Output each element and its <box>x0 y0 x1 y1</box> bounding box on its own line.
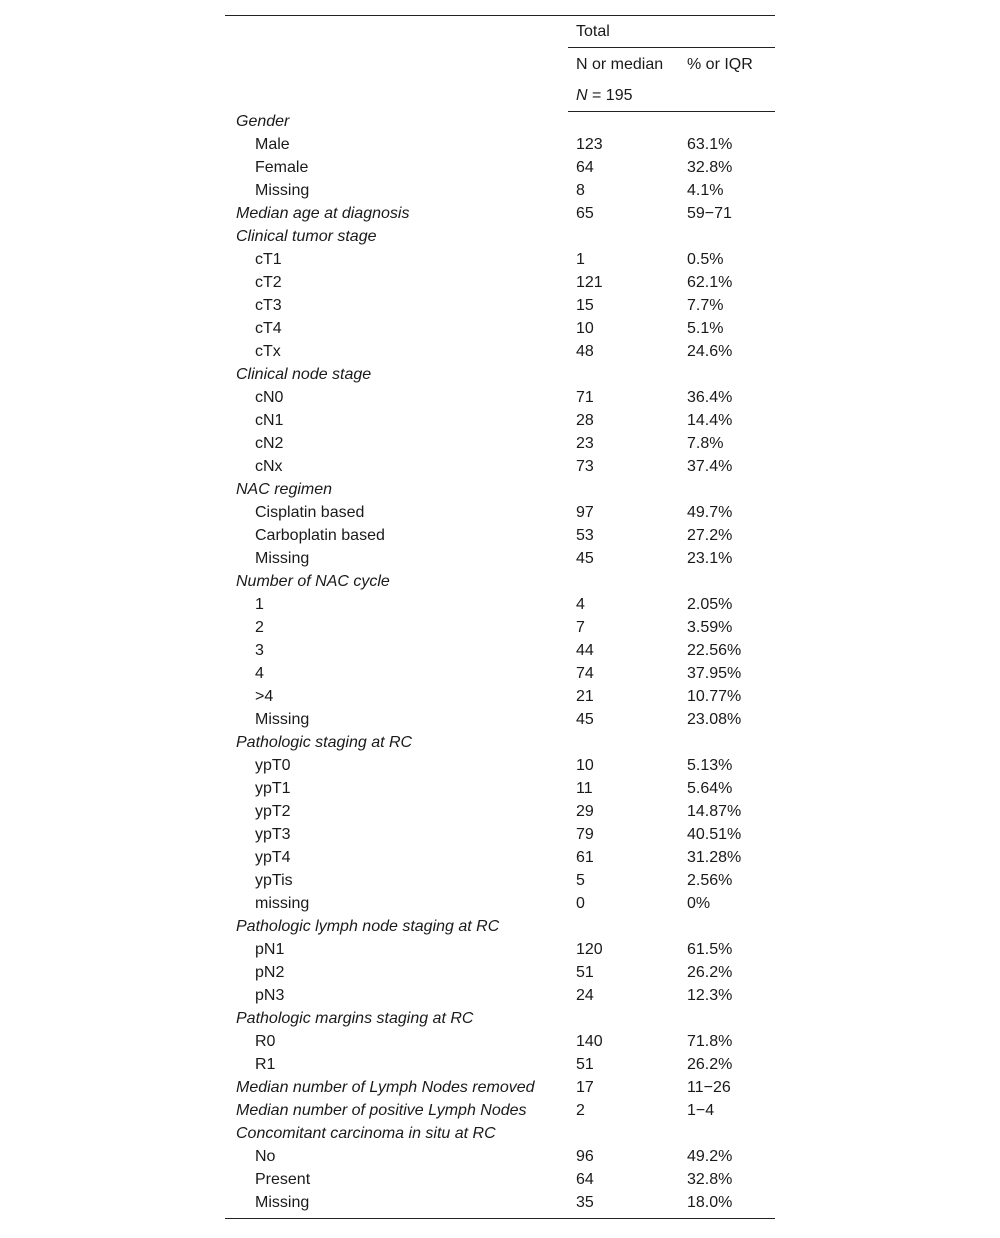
category-row <box>225 1009 775 1032</box>
table-row <box>225 779 775 802</box>
table-row <box>225 135 775 158</box>
header-columns-row <box>225 48 775 80</box>
row-label: cT2 <box>255 274 282 291</box>
table-row <box>225 319 775 342</box>
row-pct-value: 22.56% <box>687 642 742 659</box>
table-row <box>225 940 775 963</box>
row-label: Pathologic staging at RC <box>236 734 413 751</box>
row-label: cN1 <box>255 412 284 429</box>
table-row <box>225 1193 775 1216</box>
table-row <box>225 411 775 434</box>
row-n-value: 79 <box>576 826 594 843</box>
row-pct-value: 62.1% <box>687 274 733 291</box>
row-label: NAC regimen <box>236 481 333 498</box>
row-label: No <box>255 1148 276 1165</box>
row-label: missing <box>255 895 310 912</box>
row-label: cN0 <box>255 389 284 406</box>
table-row <box>225 296 775 319</box>
category-row <box>225 917 775 940</box>
header-pct-or-iqr: % or IQR <box>687 56 753 73</box>
row-n-value: 121 <box>576 274 603 291</box>
row-pct-value: 49.2% <box>687 1148 733 1165</box>
row-pct-value: 5.64% <box>687 780 733 797</box>
row-n-value: 73 <box>576 458 594 475</box>
header-n-or-median: N or median <box>576 56 664 73</box>
row-pct-value: 12.3% <box>687 987 733 1004</box>
row-label: ypTis <box>255 872 293 889</box>
row-label: pN3 <box>255 987 285 1004</box>
row-n-value: 35 <box>576 1194 594 1211</box>
row-pct-value: 4.1% <box>687 182 724 199</box>
row-pct-value: 63.1% <box>687 136 733 153</box>
row-pct-value: 18.0% <box>687 1194 733 1211</box>
row-n-value: 5 <box>576 872 585 889</box>
row-pct-value: 11−26 <box>687 1079 731 1096</box>
row-pct-value: 71.8% <box>687 1033 733 1050</box>
row-label: ypT3 <box>255 826 291 843</box>
row-n-value: 96 <box>576 1148 594 1165</box>
row-pct-value: 0% <box>687 895 711 912</box>
table-row <box>225 388 775 411</box>
row-pct-value: 5.13% <box>687 757 733 774</box>
row-pct-value: 2.56% <box>687 872 733 889</box>
category-row <box>225 480 775 503</box>
row-pct-value: 3.59% <box>687 619 733 636</box>
row-n-value: 28 <box>576 412 594 429</box>
category-row <box>225 204 775 227</box>
row-n-value: 64 <box>576 1171 594 1188</box>
header-sample-size-row <box>225 80 775 112</box>
sample-size-value: = 195 <box>587 87 633 104</box>
table-row <box>225 1170 775 1193</box>
row-pct-value: 10.77% <box>687 688 742 705</box>
row-n-value: 97 <box>576 504 594 521</box>
row-label: Missing <box>255 1194 310 1211</box>
row-pct-value: 23.08% <box>687 711 742 728</box>
table-row <box>225 250 775 273</box>
row-n-value: 21 <box>576 688 594 705</box>
category-row <box>225 1124 775 1147</box>
table-row <box>225 825 775 848</box>
row-label: Median number of Lymph Nodes removed <box>236 1079 535 1096</box>
table-row <box>225 549 775 572</box>
table-row <box>225 756 775 779</box>
row-pct-value: 36.4% <box>687 389 733 406</box>
row-label: Median number of positive Lymph Nodes <box>236 1102 527 1119</box>
sample-size <box>576 87 633 105</box>
header-total: Total <box>576 23 610 40</box>
row-n-value: 10 <box>576 757 594 774</box>
row-pct-value: 37.95% <box>687 665 742 682</box>
row-label: Missing <box>255 550 310 567</box>
row-pct-value: 14.87% <box>687 803 742 820</box>
row-label: Male <box>255 136 290 153</box>
table-row <box>225 1055 775 1078</box>
row-label: Pathologic margins staging at RC <box>236 1010 474 1027</box>
row-pct-value: 31.28% <box>687 849 742 866</box>
row-n-value: 61 <box>576 849 594 866</box>
row-label: 3 <box>255 642 264 659</box>
row-label: pN2 <box>255 964 285 981</box>
table-row <box>225 526 775 549</box>
row-label: >4 <box>255 688 274 705</box>
row-label: ypT4 <box>255 849 291 866</box>
row-pct-value: 61.5% <box>687 941 733 958</box>
row-n-value: 120 <box>576 941 603 958</box>
row-n-value: 1 <box>576 251 585 268</box>
table-row <box>225 802 775 825</box>
row-pct-value: 49.7% <box>687 504 733 521</box>
row-n-value: 4 <box>576 596 585 613</box>
category-row <box>225 112 775 135</box>
row-pct-value: 24.6% <box>687 343 733 360</box>
category-row <box>225 1078 775 1101</box>
row-pct-value: 7.8% <box>687 435 724 452</box>
row-pct-value: 23.1% <box>687 550 733 567</box>
row-pct-value: 27.2% <box>687 527 733 544</box>
table-row <box>225 158 775 181</box>
row-label: Median age at diagnosis <box>236 205 410 222</box>
category-row <box>225 227 775 250</box>
table-row <box>225 687 775 710</box>
row-pct-value: 26.2% <box>687 1056 733 1073</box>
row-n-value: 74 <box>576 665 594 682</box>
row-n-value: 45 <box>576 711 594 728</box>
row-pct-value: 14.4% <box>687 412 733 429</box>
row-label: Cisplatin based <box>255 504 365 521</box>
table-body <box>225 112 775 1218</box>
table-row <box>225 894 775 917</box>
table-row <box>225 641 775 664</box>
row-label: cNx <box>255 458 283 475</box>
table-row <box>225 618 775 641</box>
row-pct-value: 40.51% <box>687 826 742 843</box>
row-label: Female <box>255 159 309 176</box>
row-label: 2 <box>255 619 264 636</box>
row-n-value: 8 <box>576 182 585 199</box>
row-n-value: 71 <box>576 389 594 406</box>
row-label: Clinical node stage <box>236 366 372 383</box>
table-row <box>225 963 775 986</box>
characteristics-table <box>225 15 775 1219</box>
category-row <box>225 572 775 595</box>
table-row <box>225 342 775 365</box>
row-label: ypT2 <box>255 803 291 820</box>
row-n-value: 24 <box>576 987 594 1004</box>
row-n-value: 10 <box>576 320 594 337</box>
row-label: Pathologic lymph node staging at RC <box>236 918 500 935</box>
table-row <box>225 503 775 526</box>
row-label: Concomitant carcinoma in situ at RC <box>236 1125 496 1142</box>
row-pct-value: 0.5% <box>687 251 724 268</box>
row-pct-value: 26.2% <box>687 964 733 981</box>
row-n-value: 2 <box>576 1102 585 1119</box>
row-pct-value: 32.8% <box>687 1171 733 1188</box>
row-n-value: 123 <box>576 136 603 153</box>
row-n-value: 11 <box>576 780 593 797</box>
row-label: Clinical tumor stage <box>236 228 377 245</box>
row-n-value: 51 <box>576 964 594 981</box>
table-row <box>225 273 775 296</box>
row-label: pN1 <box>255 941 285 958</box>
row-n-value: 7 <box>576 619 585 636</box>
row-label: 1 <box>255 596 264 613</box>
row-label: cTx <box>255 343 281 360</box>
row-label: cT1 <box>255 251 282 268</box>
row-label: Present <box>255 1171 311 1188</box>
row-pct-value: 7.7% <box>687 297 724 314</box>
category-row <box>225 733 775 756</box>
table-row <box>225 664 775 687</box>
row-n-value: 51 <box>576 1056 594 1073</box>
row-n-value: 23 <box>576 435 594 452</box>
row-n-value: 140 <box>576 1033 603 1050</box>
row-pct-value: 2.05% <box>687 596 733 613</box>
table-row <box>225 595 775 618</box>
table-row <box>225 848 775 871</box>
row-label: 4 <box>255 665 264 682</box>
row-pct-value: 59−71 <box>687 205 732 222</box>
row-label: ypT1 <box>255 780 291 797</box>
row-pct-value: 1−4 <box>687 1102 715 1119</box>
row-label: ypT0 <box>255 757 291 774</box>
header-total-row <box>225 16 775 48</box>
row-n-value: 64 <box>576 159 594 176</box>
row-n-value: 65 <box>576 205 594 222</box>
table-row <box>225 1147 775 1170</box>
category-row <box>225 1101 775 1124</box>
table-row <box>225 986 775 1009</box>
row-pct-value: 5.1% <box>687 320 724 337</box>
row-label: Carboplatin based <box>255 527 385 544</box>
row-n-value: 17 <box>576 1079 594 1096</box>
row-label: R0 <box>255 1033 276 1050</box>
row-label: Gender <box>236 113 290 130</box>
row-n-value: 15 <box>576 297 594 314</box>
row-n-value: 53 <box>576 527 594 544</box>
row-n-value: 29 <box>576 803 594 820</box>
row-n-value: 48 <box>576 343 594 360</box>
row-label: cT4 <box>255 320 282 337</box>
row-label: Missing <box>255 182 310 199</box>
table-row <box>225 871 775 894</box>
row-label: Number of NAC cycle <box>236 573 390 590</box>
table-row <box>225 181 775 204</box>
table-row <box>225 710 775 733</box>
row-n-value: 44 <box>576 642 594 659</box>
row-label: Missing <box>255 711 310 728</box>
table-row <box>225 434 775 457</box>
row-label: cT3 <box>255 297 282 314</box>
category-row <box>225 365 775 388</box>
row-n-value: 0 <box>576 895 585 912</box>
table-row <box>225 457 775 480</box>
row-label: cN2 <box>255 435 284 452</box>
row-pct-value: 32.8% <box>687 159 733 176</box>
row-pct-value: 37.4% <box>687 458 733 475</box>
row-n-value: 45 <box>576 550 594 567</box>
sample-size-n: N <box>576 87 588 104</box>
table-row <box>225 1032 775 1055</box>
row-label: R1 <box>255 1056 276 1073</box>
